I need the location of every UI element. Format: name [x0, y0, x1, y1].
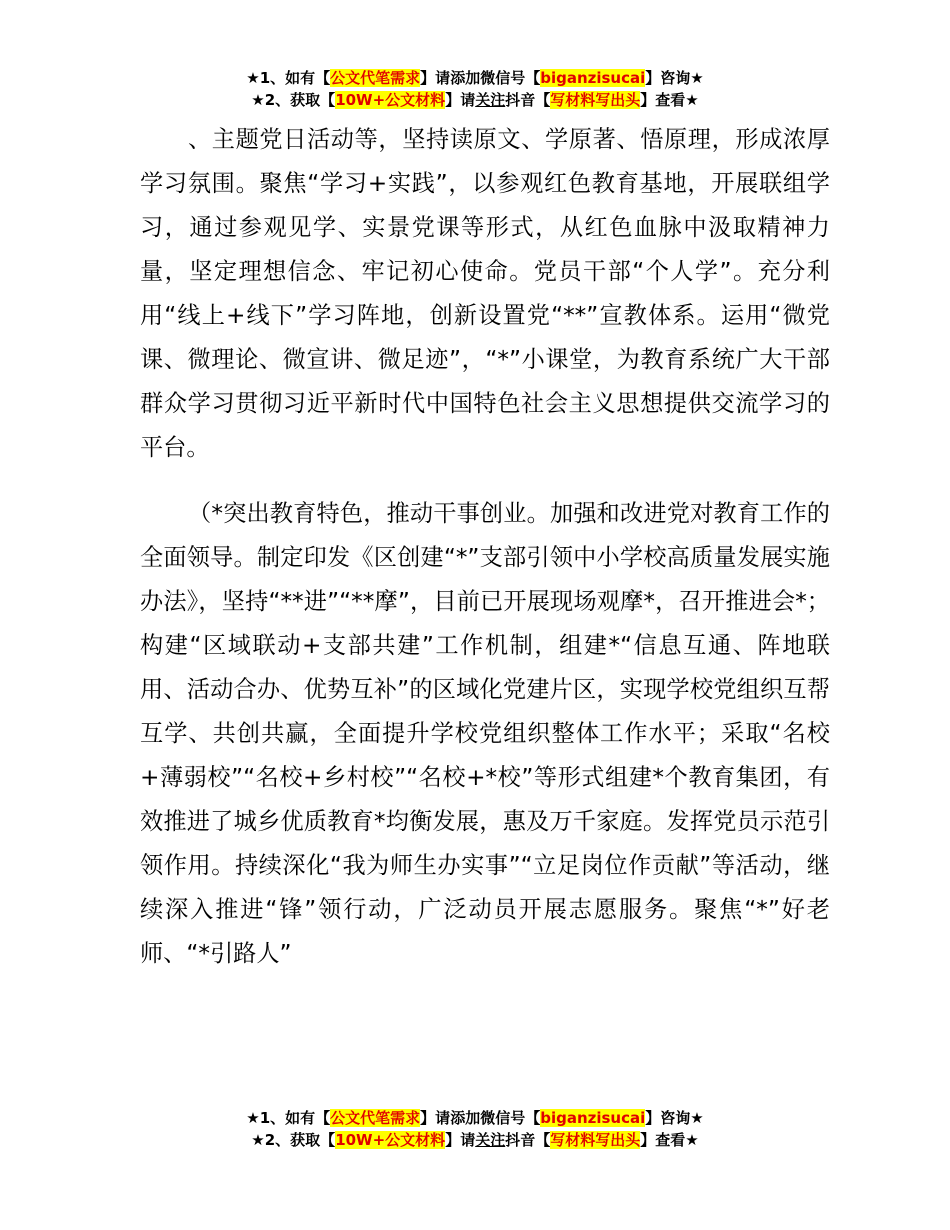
header-line-2-douyin-name: 写材料写出头 [550, 91, 641, 109]
header-banner [0, 67, 950, 111]
footer-line-1 [0, 1107, 950, 1129]
document-body [140, 118, 830, 976]
footer-line-1-wechat-id: biganzisucai [540, 1109, 646, 1127]
footer-line-1-prefix: ★1、如有【 [246, 1109, 331, 1127]
header-line-2-emphasis: 关注 [475, 91, 506, 109]
footer-banner [0, 1107, 950, 1151]
header-line-1-emphasis: 添加 [450, 69, 481, 87]
header-line-1-highlight: 公文代笔需求 [330, 69, 421, 87]
header-line-2-highlight: 10W+公文材料 [335, 91, 446, 109]
header-line-1-mid2: 微信号【 [480, 69, 541, 87]
footer-line-2 [0, 1129, 950, 1151]
footer-line-2-emphasis: 关注 [475, 1131, 506, 1149]
footer-line-1-highlight: 公文代笔需求 [330, 1109, 421, 1127]
footer-line-1-mid1: 】请 [420, 1109, 451, 1127]
footer-line-2-mid2: 抖音【 [505, 1131, 551, 1149]
header-line-2-prefix: ★2、获取【 [251, 91, 336, 109]
header-line-1-wechat-id: biganzisucai [540, 69, 646, 87]
footer-line-2-suffix: 】查看★ [640, 1131, 699, 1149]
footer-line-1-suffix: 】咨询★ [645, 1109, 704, 1127]
header-line-1-suffix: 】咨询★ [645, 69, 704, 87]
footer-line-2-prefix: ★2、获取【 [251, 1131, 336, 1149]
header-line-1 [0, 67, 950, 89]
footer-line-2-highlight: 10W+公文材料 [335, 1131, 446, 1149]
header-line-2-mid2: 抖音【 [505, 91, 551, 109]
footer-line-2-douyin-name: 写材料写出头 [550, 1131, 641, 1149]
paragraph-1: 、主题党日活动等，坚持读原文、学原著、悟原理，形成浓厚学习氛围。聚焦“学习+实践”，以参观红色教育基地，开展联组学习，通过参观见学、实景党课等形式，从红色血脉中汲取精神力量，坚定理想信念、牢记初心使命。党员干部“个人学”。充分利用“线上+线下”学习阵地，创新设置党“**”宣教体系。运用“微党课、微理论、微宣讲、微足迹”，“*”小课堂，为教育系统广大干部群众学习贯彻习近平新时代中国特色社会主义思想提供交流学习的平台。 [140, 126, 830, 461]
header-line-2 [0, 89, 950, 111]
footer-line-1-mid2: 微信号【 [480, 1109, 541, 1127]
paragraph-2: （*突出教育特色，推动干事创业。加强和改进党对教育工作的全面领导。制定印发《区创建“*”支部引领中小学校高质量发展实施办法》，坚持“**进”“**摩”，目前已开展现场观摩*，召开推进会*；构建“区域联动+支部共建”工作机制，组建*“信息互通、阵地联用、活动合办、优势互补”的区域化党建片区，实现学校党组织互帮互学、共创共赢，全面提升学校党组织整体工作水平；采取“名校+薄弱校”“名校+乡村校”“名校+*校”等形式组建*个教育集团，有效推进了城乡优质教育*均衡发展，惠及万千家庭。发挥党员示范引领作用。持续深化“我为师生办实事”“立足岗位作贡献”等活动，继续深入推进“锋”领行动，广泛动员开展志愿服务。聚焦“*”好老师、“*引路人” [140, 500, 830, 967]
header-line-1-prefix: ★1、如有【 [246, 69, 331, 87]
header-line-2-suffix: 】查看★ [640, 91, 699, 109]
header-line-1-mid1: 】请 [420, 69, 451, 87]
footer-line-1-emphasis: 添加 [450, 1109, 481, 1127]
header-line-2-mid1: 】请 [445, 91, 476, 109]
footer-line-2-mid1: 】请 [445, 1131, 476, 1149]
